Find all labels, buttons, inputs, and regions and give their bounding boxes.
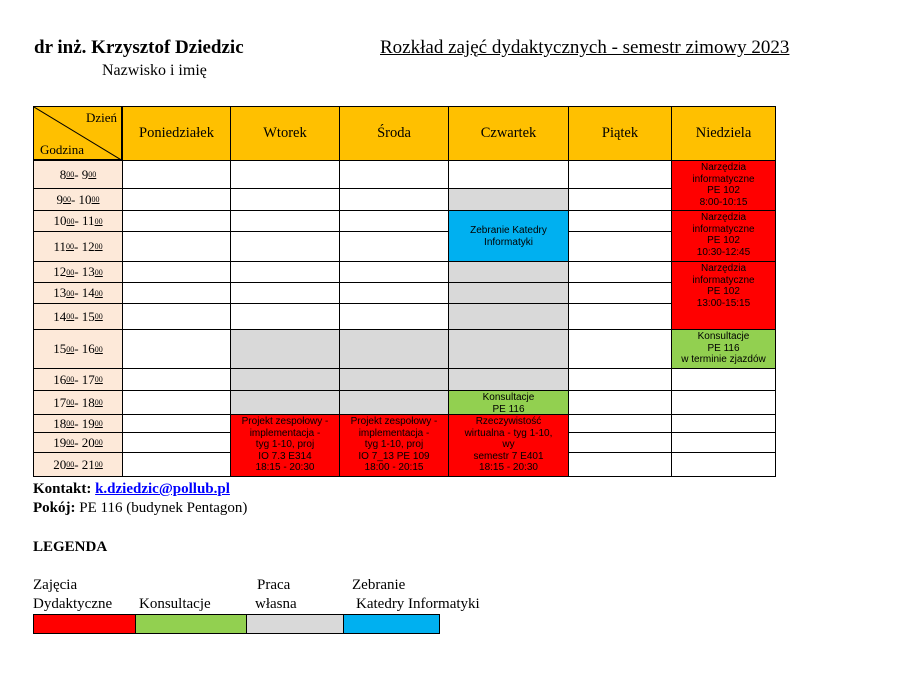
event-line: tyg 1-10, proj <box>364 439 424 450</box>
free-slot-monday <box>122 432 231 453</box>
time-slot <box>33 368 123 391</box>
free-slot-friday <box>568 390 672 415</box>
time-slot <box>33 282 123 304</box>
schedule-title: Rozkład zajęć dydaktycznych - semestr zimowy 2023 <box>380 37 790 58</box>
free-slot-monday <box>122 414 231 433</box>
free-slot-monday <box>122 303 231 330</box>
contact-line <box>33 481 230 498</box>
legend-line1 <box>139 576 211 595</box>
time-start-minutes: 00 <box>66 170 75 179</box>
time-end: 13 <box>81 264 95 279</box>
free-slot-monday <box>122 452 231 477</box>
time-end: 20 <box>81 434 95 450</box>
free-slot-sunday <box>671 432 776 453</box>
event-text <box>351 416 438 474</box>
event-line: Konsultacje <box>482 392 535 403</box>
time-start-minutes: 00 <box>65 242 74 251</box>
event-line: PE 102 <box>707 286 740 297</box>
free-slot-tuesday <box>230 231 340 262</box>
free-slot-monday <box>122 368 231 391</box>
event-line: semestr 7 E401 <box>473 450 544 462</box>
busy-slot-tuesday <box>230 329 340 369</box>
free-slot-monday <box>122 329 231 369</box>
free-slot-tuesday <box>230 188 340 211</box>
event-line: PE 116 <box>492 403 525 415</box>
corner-header <box>33 106 122 160</box>
free-slot-tuesday <box>230 160 340 189</box>
busy-slot-tuesday <box>230 390 340 415</box>
time-slot <box>33 231 123 262</box>
legend-label-meeting <box>352 576 480 614</box>
time-slot <box>33 210 123 232</box>
free-slot-sunday <box>671 452 776 477</box>
event-text <box>470 225 547 248</box>
time-start-minutes: 00 <box>66 312 75 321</box>
time-dash: - <box>74 394 82 410</box>
event-line: 10:30-12:45 <box>696 246 751 258</box>
free-slot-friday <box>568 452 672 477</box>
time-dash: - <box>74 371 82 387</box>
free-slot-monday <box>122 160 231 189</box>
free-slot-wednesday <box>339 303 449 330</box>
event-sun-1[interactable] <box>671 160 776 211</box>
time-start: 14 <box>53 308 67 324</box>
free-slot-monday <box>122 210 231 232</box>
time-start-minutes: 00 <box>66 267 75 277</box>
free-slot-friday <box>568 432 672 453</box>
event-line: Projekt zespołowy - <box>241 416 329 427</box>
event-sun-3[interactable] <box>671 261 776 330</box>
time-end-minutes: 00 <box>94 344 103 354</box>
event-line: PE 102 <box>707 235 740 246</box>
time-dash: - <box>73 238 82 254</box>
free-slot-friday <box>568 231 672 262</box>
legend-line2: Konsultacje <box>139 596 211 612</box>
time-start-minutes: 00 <box>66 398 75 407</box>
time-start: 9 <box>56 191 63 207</box>
busy-slot-tuesday <box>230 368 340 391</box>
time-slot <box>33 329 123 369</box>
legend-swatch-meeting <box>343 614 440 634</box>
free-slot-wednesday <box>339 231 449 262</box>
legend-line2: własna <box>255 596 297 612</box>
event-line: Narzędzia <box>700 212 747 223</box>
lecturer-name: dr inż. Krzysztof Dziedzic <box>34 37 244 58</box>
time-end-minutes: 00 <box>94 312 103 321</box>
time-slot <box>33 188 123 211</box>
event-line: 8:00-10:15 <box>699 196 748 208</box>
event-line: informatyczne <box>692 274 755 286</box>
free-slot-wednesday <box>339 160 449 189</box>
time-start: 8 <box>59 166 67 182</box>
event-line: Konsultacje <box>697 331 750 342</box>
time-end-minutes: 00 <box>94 375 103 384</box>
time-end-minutes: 00 <box>94 242 103 251</box>
schedule-table <box>33 106 775 476</box>
legend-title: LEGENDA <box>33 539 108 555</box>
time-end: 12 <box>81 238 95 254</box>
email-link[interactable]: k.dziedzic@pollub.pl <box>95 481 230 497</box>
free-slot-friday <box>568 414 672 433</box>
free-slot-wednesday <box>339 210 449 232</box>
legend-swatch-consultations <box>135 614 247 634</box>
event-line: wirtualna - tyg 1-10, <box>464 427 553 439</box>
time-start-minutes: 00 <box>66 216 75 226</box>
corner-hour-label: Godzina <box>40 142 85 157</box>
time-end-minutes: 00 <box>94 438 103 447</box>
time-dash: - <box>74 308 82 324</box>
free-slot-wednesday <box>339 188 449 211</box>
legend-label-classes <box>33 576 112 614</box>
event-text <box>465 416 553 474</box>
time-slot <box>33 160 123 189</box>
event-wed-proj[interactable] <box>339 414 449 477</box>
time-end: 17 <box>81 371 95 387</box>
legend-line2: Dydaktyczne <box>33 596 113 612</box>
event-line: Informatyki <box>484 236 533 248</box>
event-sun-2[interactable] <box>671 210 776 262</box>
event-line: Zebranie Katedry <box>470 225 547 236</box>
event-line: PE 116 <box>707 342 740 354</box>
free-slot-friday <box>568 329 672 369</box>
event-line: implementacja - <box>249 427 321 439</box>
event-line: informatyczne <box>692 223 755 235</box>
time-slot <box>33 390 123 415</box>
event-text <box>692 162 754 208</box>
time-dash: - <box>74 213 83 228</box>
busy-slot-thursday <box>448 261 569 283</box>
time-start: 10 <box>53 213 67 228</box>
time-end-minutes: 00 <box>91 195 100 204</box>
time-end: 21 <box>81 456 95 472</box>
event-line: IO 7_13 PE 109 <box>358 450 430 462</box>
free-slot-wednesday <box>339 261 449 283</box>
busy-slot-wednesday <box>339 390 449 415</box>
legend-line1: Zebranie <box>352 577 406 593</box>
event-text <box>681 331 765 366</box>
time-start-minutes: 00 <box>66 419 75 428</box>
free-slot-monday <box>122 261 231 283</box>
time-start: 12 <box>53 264 67 279</box>
time-end: 11 <box>82 213 95 228</box>
event-line: wy <box>502 439 515 450</box>
free-slot-monday <box>122 231 231 262</box>
time-dash: - <box>70 191 79 207</box>
event-thu-consult[interactable] <box>448 390 569 415</box>
event-text <box>242 416 329 474</box>
legend-label-own-work <box>255 576 297 614</box>
time-dash: - <box>74 166 82 182</box>
event-line: 18:15 - 20:30 <box>255 462 315 473</box>
free-slot-friday <box>568 160 672 189</box>
time-start: 15 <box>53 341 67 356</box>
day-header-wednesday: Środa <box>339 106 449 161</box>
event-thu-vr[interactable] <box>448 414 569 477</box>
time-start-minutes: 00 <box>66 288 75 298</box>
event-line: Projekt zespołowy - <box>350 416 438 427</box>
free-slot-sunday <box>671 368 776 391</box>
time-end: 19 <box>81 415 95 431</box>
event-line: Rzeczywistość <box>475 416 542 427</box>
event-line: implementacja - <box>358 427 430 439</box>
time-end-minutes: 00 <box>94 460 103 469</box>
name-caption: Nazwisko i imię <box>102 62 207 79</box>
day-header-monday: Poniedziałek <box>122 106 231 161</box>
time-end-minutes: 00 <box>94 216 103 226</box>
day-header-tuesday: Wtorek <box>230 106 340 161</box>
day-header-sunday: Niedziela <box>671 106 776 161</box>
event-text <box>692 212 754 258</box>
time-end: 18 <box>81 394 95 410</box>
time-start: 18 <box>53 415 67 431</box>
free-slot-friday <box>568 188 672 211</box>
busy-slot-thursday <box>448 368 569 391</box>
free-slot-monday <box>122 390 231 415</box>
legend-label-consultations <box>139 576 211 614</box>
time-end: 16 <box>81 341 95 356</box>
contact-label: Kontakt: <box>33 481 92 497</box>
time-end: 9 <box>81 166 89 182</box>
time-end-minutes: 00 <box>94 267 103 277</box>
event-thu-meeting[interactable] <box>448 210 569 262</box>
time-start-minutes: 00 <box>66 460 75 469</box>
event-line: tyg 1-10, proj <box>255 439 315 450</box>
time-end-minutes: 00 <box>94 288 103 298</box>
time-dash: - <box>74 434 82 450</box>
room-line <box>33 500 247 517</box>
time-slot <box>33 303 123 330</box>
event-line: w terminie zjazdów <box>681 354 766 365</box>
day-header-thursday: Czwartek <box>448 106 569 161</box>
free-slot-tuesday <box>230 303 340 330</box>
day-header-friday: Piątek <box>568 106 672 161</box>
event-line: IO 7.3 E314 <box>258 450 312 462</box>
free-slot-friday <box>568 282 672 304</box>
free-slot-friday <box>568 261 672 283</box>
room-label: Pokój: <box>33 500 76 516</box>
event-line: 18:00 - 20:15 <box>364 462 424 473</box>
time-start-minutes: 00 <box>62 195 71 204</box>
legend-swatch-own-work <box>246 614 344 634</box>
time-dash: - <box>74 456 82 472</box>
legend-swatch-classes <box>33 614 136 634</box>
time-start: 11 <box>53 238 66 254</box>
time-start: 19 <box>53 434 67 450</box>
legend-line2: Katedry Informatyki <box>356 596 480 612</box>
time-end: 15 <box>81 308 95 324</box>
free-slot-friday <box>568 210 672 232</box>
event-tue-proj[interactable] <box>230 414 340 477</box>
time-start-minutes: 00 <box>66 344 75 354</box>
free-slot-tuesday <box>230 210 340 232</box>
time-dash: - <box>74 264 82 279</box>
time-end-minutes: 00 <box>94 419 103 428</box>
free-slot-friday <box>568 303 672 330</box>
free-slot-wednesday <box>339 282 449 304</box>
event-line: 13:00-15:15 <box>696 297 751 309</box>
free-slot-tuesday <box>230 261 340 283</box>
busy-slot-thursday <box>448 329 569 369</box>
busy-slot-thursday <box>448 282 569 304</box>
free-slot-friday <box>568 368 672 391</box>
time-dash: - <box>74 415 82 431</box>
time-start-minutes: 00 <box>66 375 75 384</box>
event-line: Narzędzia <box>700 162 747 173</box>
time-start: 16 <box>53 371 67 387</box>
time-slot <box>33 452 123 477</box>
free-slot-monday <box>122 188 231 211</box>
time-end-minutes: 00 <box>88 170 97 179</box>
time-end: 14 <box>81 285 95 300</box>
event-text <box>483 392 535 415</box>
free-slot-sunday <box>671 390 776 415</box>
event-sun-4[interactable] <box>671 329 776 369</box>
event-line: PE 102 <box>707 185 740 196</box>
event-text <box>692 263 754 309</box>
free-slot-thursday <box>448 160 569 189</box>
busy-slot-wednesday <box>339 329 449 369</box>
time-dash: - <box>74 285 82 300</box>
event-line: 18:15 - 20:30 <box>479 462 538 473</box>
room-value: PE 116 (budynek Pentagon) <box>79 500 248 516</box>
time-start-minutes: 00 <box>66 438 75 447</box>
time-slot <box>33 414 123 433</box>
time-dash: - <box>74 341 82 356</box>
time-end: 10 <box>78 191 92 207</box>
time-slot <box>33 432 123 453</box>
time-end-minutes: 00 <box>94 398 103 407</box>
time-slot <box>33 261 123 283</box>
time-start: 20 <box>53 456 67 472</box>
corner-day-label: Dzień <box>85 110 117 125</box>
legend-line1: Zajęcia <box>33 577 78 593</box>
free-slot-monday <box>122 282 231 304</box>
busy-slot-wednesday <box>339 368 449 391</box>
time-start: 13 <box>53 285 67 300</box>
busy-slot-thursday <box>448 303 569 330</box>
free-slot-tuesday <box>230 282 340 304</box>
busy-slot-thursday <box>448 188 569 211</box>
legend-line1: Praca <box>257 577 291 593</box>
event-line: Narzędzia <box>700 263 747 274</box>
event-line: informatyczne <box>692 173 755 185</box>
free-slot-sunday <box>671 414 776 433</box>
time-start: 17 <box>53 394 67 410</box>
